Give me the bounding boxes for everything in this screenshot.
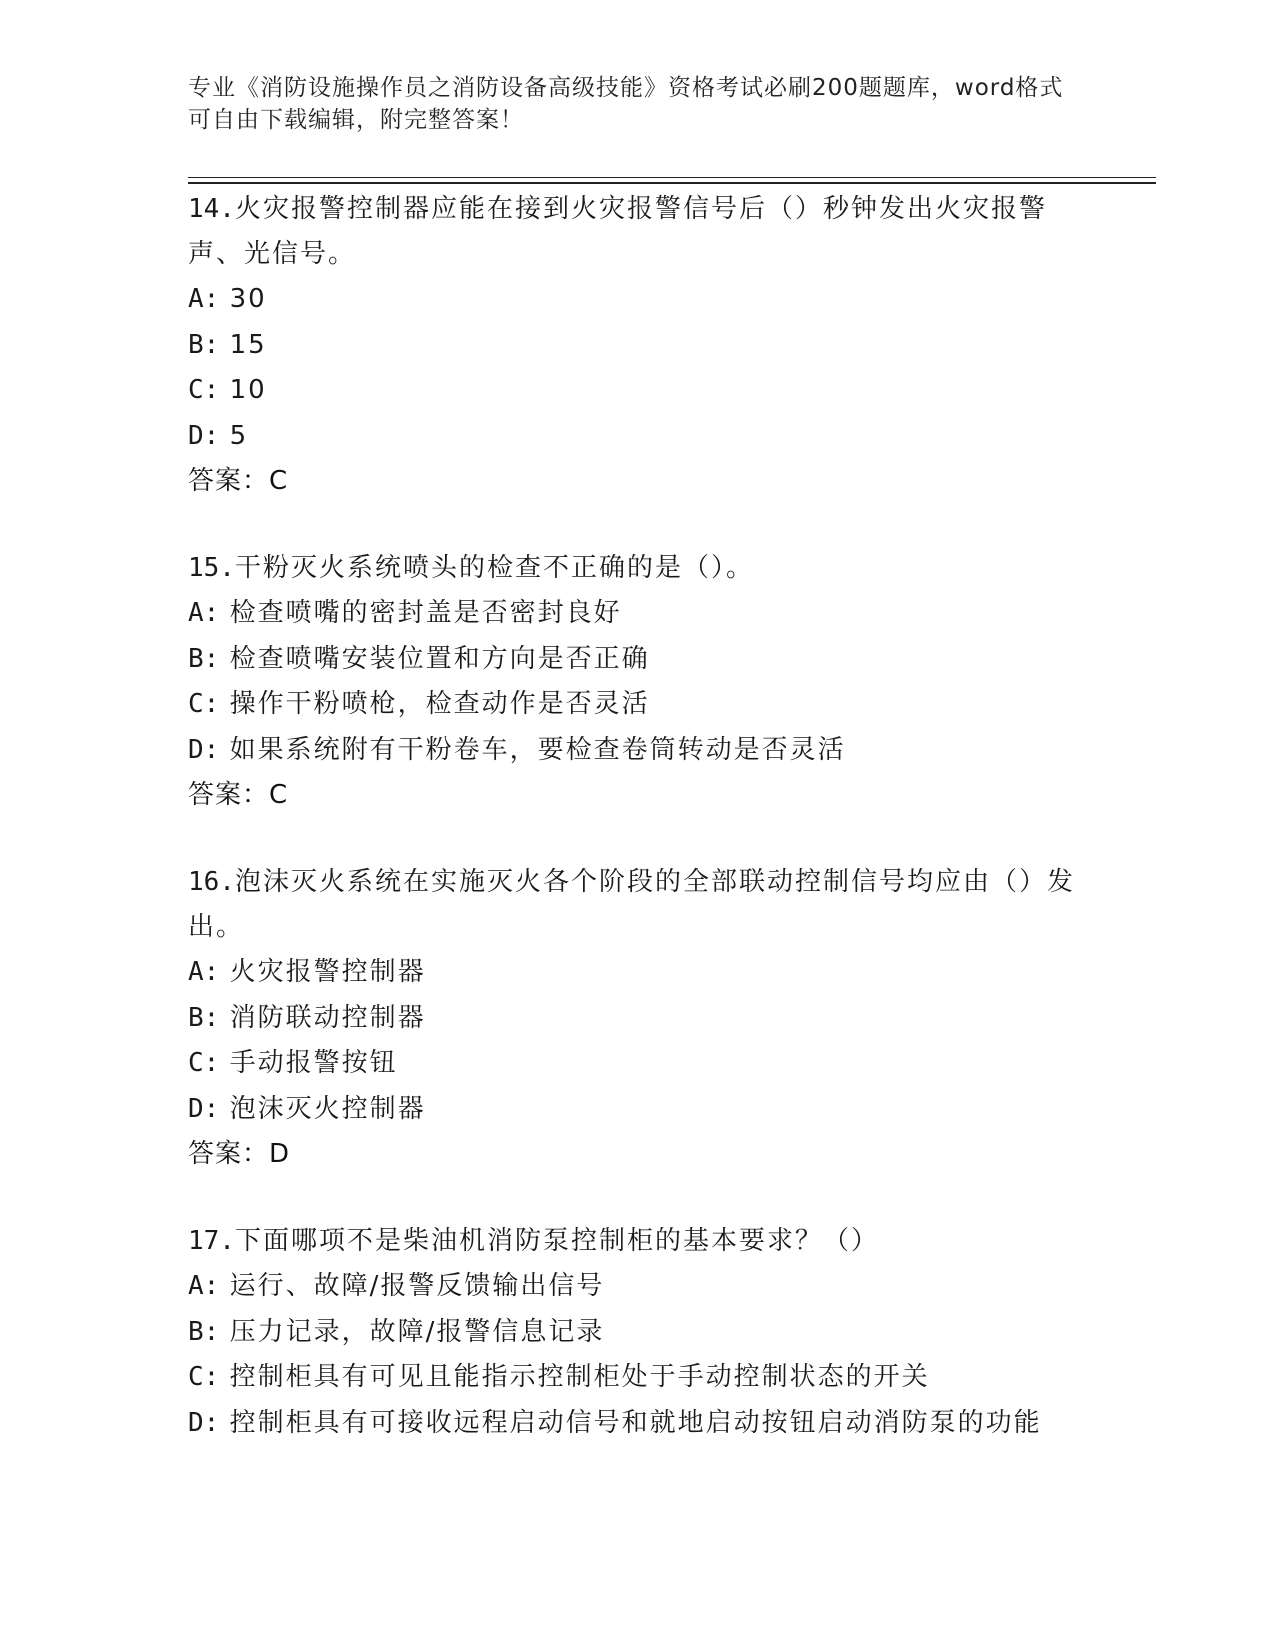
question-stem bbox=[188, 1219, 1088, 1264]
option-text: 10 bbox=[229, 375, 267, 405]
option-letter: C: bbox=[188, 689, 220, 719]
option-d bbox=[188, 1087, 1088, 1133]
question-stem bbox=[188, 187, 1088, 277]
option-letter: D: bbox=[188, 734, 220, 765]
option-letter: B: bbox=[188, 1316, 220, 1347]
option-letter: A: bbox=[188, 957, 220, 987]
option-letter: C: bbox=[188, 375, 220, 405]
option-c bbox=[188, 682, 1088, 728]
option-text: 如果系统附有干粉卷车，要检查卷筒转动是否灵活 bbox=[229, 734, 846, 765]
question-text: 下面哪项不是柴油机消防泵控制柜的基本要求？（） bbox=[234, 1226, 879, 1256]
option-text: 控制柜具有可见且能指示控制柜处于手动控制状态的开关 bbox=[229, 1362, 930, 1392]
option-letter: B: bbox=[188, 643, 220, 674]
question-number: 17. bbox=[188, 1226, 235, 1256]
option-text: 30 bbox=[229, 284, 267, 314]
header-divider-thin bbox=[188, 177, 1156, 178]
question-text: 干粉灭火系统喷头的检查不正确的是（）。 bbox=[234, 553, 754, 583]
option-letter: C: bbox=[188, 1048, 220, 1078]
option-letter: C: bbox=[188, 1362, 220, 1392]
option-text: 压力记录，故障/报警信息记录 bbox=[229, 1316, 605, 1347]
document-header: 专业《消防设施操作员之消防设备高级技能》资格考试必刷200题题库，word格式可自由下载编辑，附完整答案！ bbox=[188, 75, 1064, 133]
question-list bbox=[188, 187, 1088, 1488]
option-b bbox=[188, 323, 1088, 369]
question-stem bbox=[188, 546, 1088, 591]
option-text: 检查喷嘴的密封盖是否密封良好 bbox=[229, 598, 622, 628]
option-letter: D: bbox=[188, 420, 220, 451]
option-a bbox=[188, 950, 1088, 996]
option-a bbox=[188, 591, 1088, 637]
question-text: 火灾报警控制器应能在接到火灾报警信号后（）秒钟发出火灾报警声、光信号。 bbox=[188, 194, 1047, 269]
option-text: 运行、故障/报警反馈输出信号 bbox=[229, 1271, 605, 1301]
option-d bbox=[188, 728, 1088, 774]
answer-line: 答案：C bbox=[188, 466, 289, 496]
question-number: 15. bbox=[188, 553, 235, 583]
option-text: 控制柜具有可接收远程启动信号和就地启动按钮启动消防泵的功能 bbox=[229, 1407, 1042, 1438]
question-17 bbox=[188, 1219, 1088, 1446]
option-letter: D: bbox=[188, 1407, 220, 1438]
question-16 bbox=[188, 860, 1088, 1177]
option-letter: B: bbox=[188, 1002, 220, 1033]
option-c bbox=[188, 1355, 1088, 1401]
question-number: 16. bbox=[188, 867, 235, 897]
question-number: 14. bbox=[188, 194, 235, 224]
option-letter: B: bbox=[188, 329, 220, 360]
option-text: 15 bbox=[229, 329, 267, 360]
answer-line: 答案：D bbox=[188, 1139, 291, 1169]
question-14 bbox=[188, 187, 1088, 504]
option-a bbox=[188, 277, 1088, 323]
option-letter: A: bbox=[188, 284, 220, 314]
option-d bbox=[188, 414, 1088, 460]
option-c bbox=[188, 368, 1088, 414]
option-text: 泡沫灭火控制器 bbox=[229, 1093, 426, 1124]
option-b bbox=[188, 1310, 1088, 1356]
question-stem bbox=[188, 860, 1088, 950]
option-letter: D: bbox=[188, 1093, 220, 1124]
option-d bbox=[188, 1401, 1088, 1447]
option-text: 5 bbox=[229, 420, 249, 451]
option-letter: A: bbox=[188, 598, 220, 628]
question-text: 泡沫灭火系统在实施灭火各个阶段的全部联动控制信号均应由（）发出。 bbox=[188, 867, 1075, 942]
option-text: 消防联动控制器 bbox=[229, 1002, 426, 1033]
question-15 bbox=[188, 546, 1088, 818]
option-a bbox=[188, 1264, 1088, 1310]
option-b bbox=[188, 637, 1088, 683]
option-text: 操作干粉喷枪，检查动作是否灵活 bbox=[229, 689, 650, 719]
option-letter: A: bbox=[188, 1271, 220, 1301]
option-text: 检查喷嘴安装位置和方向是否正确 bbox=[229, 643, 650, 674]
option-text: 火灾报警控制器 bbox=[229, 957, 426, 987]
option-text: 手动报警按钮 bbox=[229, 1048, 398, 1078]
option-c bbox=[188, 1041, 1088, 1087]
answer-line: 答案：C bbox=[188, 780, 289, 810]
option-b bbox=[188, 996, 1088, 1042]
header-divider-thick bbox=[188, 182, 1156, 184]
